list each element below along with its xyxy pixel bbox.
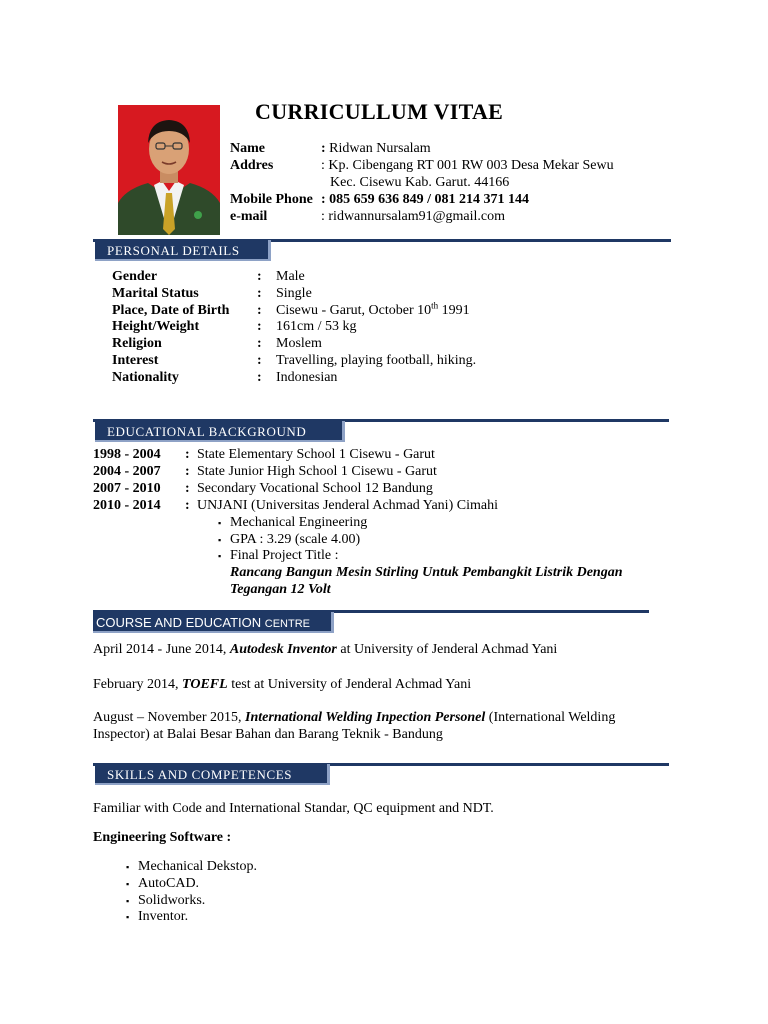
profile-photo (118, 105, 220, 235)
personal-details-heading: PERSONAL DETAILS (95, 240, 271, 261)
education-bullet-item (218, 531, 360, 549)
course-detail: (International Welding (485, 710, 616, 725)
course-detail: at University of Jenderal Achmad Yani (336, 642, 558, 657)
course-heading-small: CENTRE (264, 618, 311, 630)
personal-separator: : (257, 319, 262, 335)
education-separator: : (185, 498, 190, 513)
education-school: State Junior High School 1 Cisewu - Garut (197, 464, 437, 479)
bullet-text: GPA : 3.29 (scale 4.00) (230, 531, 361, 547)
personal-label: Gender (112, 269, 158, 284)
personal-separator: : (257, 336, 262, 352)
personal-label: Place, Date of Birth (112, 302, 230, 318)
bullet-icon: ▪ (126, 862, 130, 872)
education-years: 1998 - 2004 (93, 447, 161, 462)
personal-label: Religion (112, 336, 162, 352)
education-separator: : (185, 464, 190, 479)
address-line2: Kec. Cisewu Kab. Garut. 44166 (330, 175, 510, 190)
course-date: August – November 2015, (93, 710, 246, 725)
personal-separator: : (257, 369, 262, 385)
bullet-icon: ▪ (126, 878, 130, 889)
personal-label: Interest (112, 353, 159, 368)
education-separator: : (185, 481, 190, 496)
personal-label: Height/Weight (112, 319, 200, 335)
education-years: 2010 - 2014 (93, 498, 161, 513)
course-item (93, 676, 471, 693)
course-date: April 2014 - June 2014, (93, 642, 230, 657)
education-years: 2007 - 2010 (93, 481, 161, 496)
education-school: Secondary Vocational School 12 Bandung (197, 481, 433, 496)
phone-value: : 085 659 636 849 / 081 214 371 144 (321, 192, 530, 207)
software-item (126, 858, 257, 876)
portrait-icon (118, 105, 220, 235)
education-years: 2004 - 2007 (93, 464, 161, 479)
course-name: TOEFL (182, 677, 228, 692)
final-project-title-line1: Rancang Bangun Mesin Stirling Untuk Pembangkit Listrik Dengan (230, 565, 623, 580)
personal-label: Marital Status (112, 285, 199, 301)
skills-intro: Familiar with Code and International Standar, QC equipment and NDT. (93, 801, 494, 816)
education-separator: : (185, 447, 190, 462)
personal-value: Travelling, playing football, hiking. (276, 353, 477, 368)
education-school: State Elementary School 1 Cisewu - Garut (197, 447, 435, 462)
personal-separator: : (257, 302, 262, 318)
education-bullet-item (218, 547, 339, 565)
software-name: Solidworks. (138, 892, 206, 908)
course-item (93, 641, 557, 658)
software-item (126, 875, 199, 893)
name-label: Name (230, 141, 265, 156)
phone-label: Mobile Phone (230, 192, 313, 207)
bullet-icon: ▪ (126, 895, 130, 906)
personal-value: Male (276, 269, 305, 284)
personal-value-sup: th (431, 299, 439, 310)
course-detail: test at University of Jenderal Achmad Yani (227, 677, 472, 692)
software-name: Mechanical Dekstop. (138, 859, 257, 874)
software-name: Inventor. (138, 909, 189, 925)
bullet-text: Mechanical Engineering (230, 515, 368, 530)
personal-value: 161cm / 53 kg (276, 319, 357, 335)
bullet-icon: ▪ (218, 534, 222, 545)
bullet-icon: ▪ (218, 518, 222, 528)
bullet-icon: ▪ (218, 551, 222, 562)
software-name: AutoCAD. (138, 875, 200, 891)
software-item (126, 892, 205, 910)
name-value: : Ridwan Nursalam (321, 141, 431, 156)
email-value: : ridwannursalam91@gmail.com (321, 209, 505, 224)
final-project-title-line2: Tegangan 12 Volt (230, 582, 331, 597)
personal-value: Indonesian (276, 369, 338, 385)
skills-heading: SKILLS AND COMPETENCES (95, 764, 330, 785)
personal-separator: : (257, 269, 262, 284)
course-date: February 2014, (93, 677, 183, 692)
course-item (93, 709, 615, 726)
education-school: UNJANI (Universitas Jenderal Achmad Yani) Cimahi (197, 498, 498, 513)
personal-separator: : (257, 353, 262, 368)
course-item-continued: Inspector) at Balai Besar Bahan dan Barang Teknik - Bandung (93, 727, 443, 742)
email-label: e-mail (230, 209, 268, 224)
page-title: CURRICULLUM VITAE (255, 99, 504, 124)
course-name: Autodesk Inventor (229, 642, 337, 657)
course-name: International Welding Inpection Personel (245, 710, 486, 725)
course-heading-text: COURSE AND EDUCATION (96, 615, 265, 630)
course-heading (93, 612, 334, 633)
software-item (126, 908, 188, 926)
personal-separator: : (257, 285, 262, 301)
personal-value: Cisewu - Garut, October 10th 1991 (276, 299, 470, 318)
bullet-icon: ▪ (126, 912, 130, 923)
software-label: Engineering Software : (93, 830, 232, 845)
personal-label: Nationality (112, 369, 179, 385)
education-bullet-item (218, 514, 367, 532)
address-label: Addres (230, 158, 274, 173)
name-text: Ridwan Nursalam (329, 141, 431, 156)
educational-background-heading: EDUCATIONAL BACKGROUND (95, 421, 345, 442)
address-line1: : Kp. Cibengang RT 001 RW 003 Desa Mekar Sewu (321, 158, 614, 173)
bullet-text: Final Project Title : (230, 548, 339, 564)
personal-value: Single (276, 285, 312, 301)
personal-value: Moslem (276, 336, 322, 352)
